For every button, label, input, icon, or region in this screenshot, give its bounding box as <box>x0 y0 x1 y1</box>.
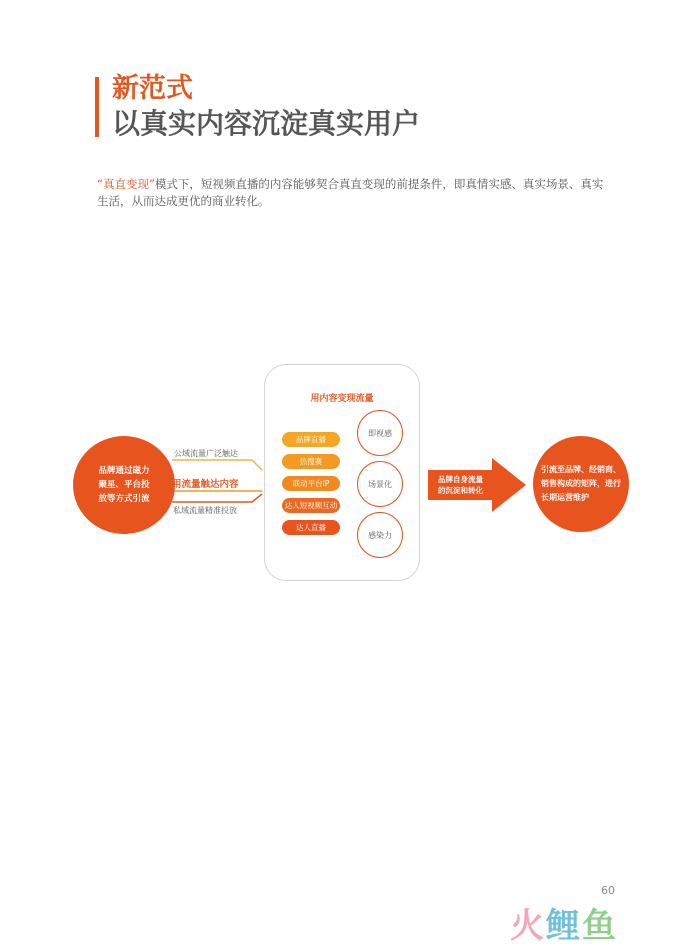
arrow-label <box>438 474 496 496</box>
page-number: 60 <box>601 884 615 897</box>
pill-kol-live: 达人直播 <box>282 520 340 535</box>
flow-label-public: 公域流量广泛触达 <box>174 449 238 458</box>
right-circle-line: 长期运营维护 <box>541 493 589 502</box>
logo-char: 鱼 <box>582 906 618 946</box>
logo-char: 鲤 <box>546 906 582 946</box>
right-circle-line: 引流至品牌、经销商、 <box>541 465 621 474</box>
left-circle-line: 聚星、平台投 <box>98 480 150 490</box>
arrow-label-line: 品牌自身流量 <box>438 475 483 484</box>
ring-immediacy: 即视感 <box>357 410 403 456</box>
top-flow-line <box>172 460 262 470</box>
pill-platform-ip: 联动平台IP <box>282 476 340 491</box>
bottom-flow-line <box>172 494 262 502</box>
panel-title: 用内容变现流量 <box>310 394 374 404</box>
pill-hot-search: 热搜赛 <box>282 454 340 469</box>
pill-brand-live: 品牌直播 <box>282 432 340 447</box>
arrow-label-line: 的沉淀和转化 <box>438 486 483 495</box>
content-monetization-panel <box>264 364 420 581</box>
logo-char: 火 <box>510 906 546 946</box>
left-circle-brand-traffic <box>73 436 175 534</box>
pill-kol-short-video: 达人短视频互动 <box>282 498 340 513</box>
flow-label-content: 用流量触达内容 <box>172 479 239 490</box>
left-circle-line: 品牌通过磁力 <box>98 466 150 476</box>
brand-logo <box>510 898 618 947</box>
page-title-line2: 以真实内容沉淀真实用户 <box>112 107 421 140</box>
intro-highlight: “真直变现” <box>97 177 155 191</box>
intro-text: 模式下，短视频直播的内容能够契合真直变现的前提条件，即真情实感、真实场景、真实生活，从而达成更优的商业转化。 <box>97 177 604 208</box>
ring-appeal: 感染力 <box>357 512 403 558</box>
left-circle-line: 放等方式引流 <box>98 494 150 504</box>
flow-label-private: 私域流量精准投放 <box>173 506 237 515</box>
ring-scenario: 场景化 <box>357 461 403 507</box>
right-circle-line: 销售构成的矩阵，进行 <box>541 479 621 488</box>
right-circle-matrix <box>533 436 629 532</box>
page-title-line1: 新范式 <box>112 73 193 104</box>
